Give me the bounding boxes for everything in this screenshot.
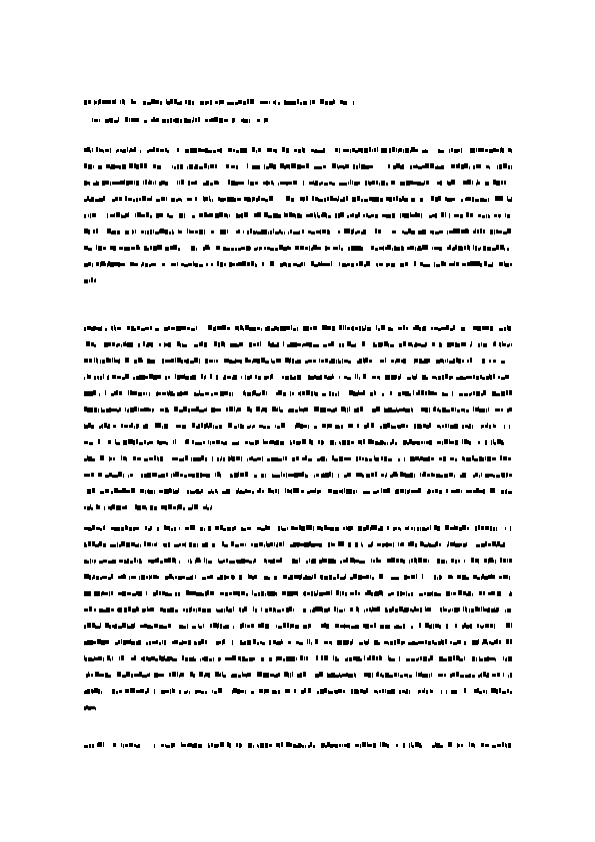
paragraph-line-glyphs (84, 423, 510, 429)
paragraph-line-glyphs (84, 261, 512, 267)
paragraph-line-glyphs (84, 504, 212, 510)
paragraph-line-glyphs (84, 245, 509, 251)
paragraph-line-glyphs (84, 277, 96, 283)
paragraph-line-glyphs (84, 574, 510, 580)
paragraph-line-glyphs (84, 558, 512, 564)
paragraph-line-glyphs (84, 472, 512, 478)
paragraph-line-glyphs (84, 455, 511, 461)
paragraph-line-glyphs (84, 607, 511, 613)
paragraph-line-glyphs (84, 374, 509, 380)
paragraph-line-glyphs (84, 439, 504, 445)
paragraph-line-glyphs (84, 655, 512, 661)
paragraph-line-glyphs (84, 688, 512, 694)
header-line-glyphs (92, 117, 268, 123)
paragraph-line-glyphs (84, 163, 512, 169)
paragraph-line-glyphs (84, 147, 512, 153)
paragraph-line-glyphs (84, 407, 512, 413)
paragraph-line-glyphs (84, 180, 506, 186)
paragraph-line-glyphs (84, 325, 511, 331)
paragraph-line-glyphs (84, 639, 512, 645)
paragraph-line-glyphs (84, 196, 512, 202)
paragraph-line-glyphs (84, 390, 512, 396)
paragraph-line-glyphs (84, 623, 512, 629)
paragraph-line-glyphs (86, 672, 512, 678)
paragraph-line-glyphs (84, 541, 505, 547)
paragraph-line-glyphs (86, 341, 512, 347)
paragraph-line-glyphs (84, 590, 512, 596)
paragraph-line-glyphs (84, 742, 511, 748)
paragraph-line-glyphs (84, 212, 510, 218)
paragraph-line-glyphs (84, 525, 511, 531)
header-line-glyphs (84, 99, 354, 105)
paragraph-line-glyphs (84, 358, 505, 364)
paragraph-line-glyphs (84, 705, 96, 710)
paragraph-line-glyphs (84, 229, 511, 235)
paragraph-line-glyphs (87, 488, 512, 494)
